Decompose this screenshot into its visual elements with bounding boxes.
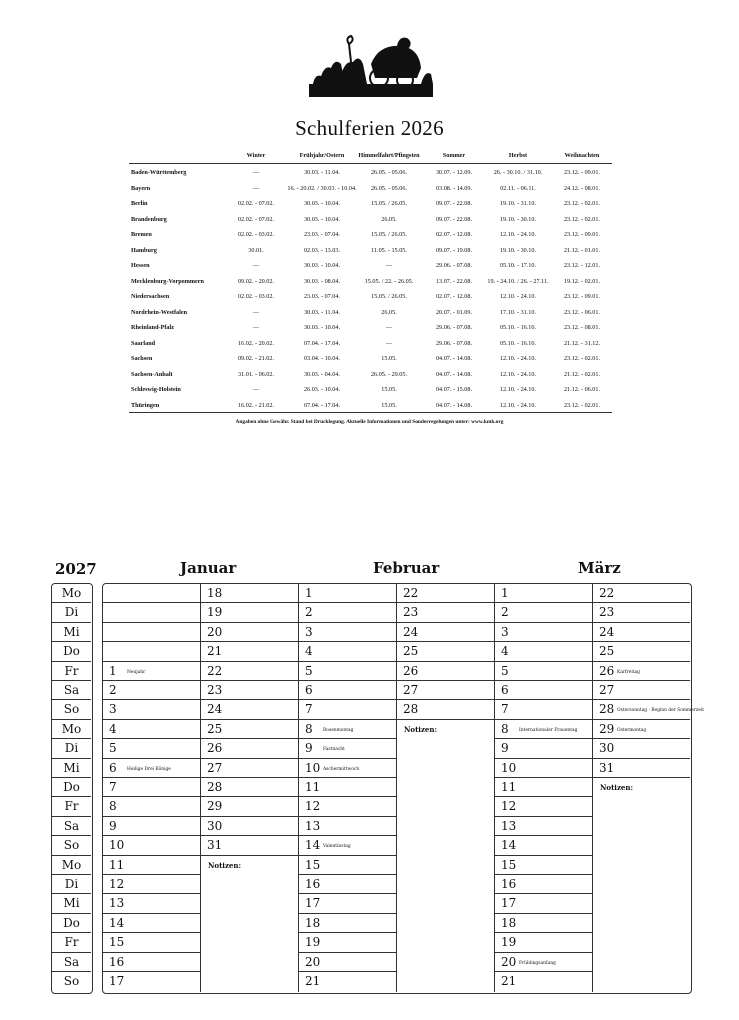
day-number: 10	[501, 760, 517, 775]
table-row: Berlin 02.02. - 07.02. 30.03. - 10.04. 15.05. / 26.05. 09.07. - 22.08. 19.10. - 31.10. 23.12. - 02.01.	[129, 198, 612, 210]
notes-area[interactable]	[201, 872, 298, 992]
day-number: 5	[501, 663, 509, 678]
holiday-note: Internationaler Frauentag	[519, 727, 578, 733]
table-row: Bayern — 16. - 20.02. / 30.03. - 10.04. 26.05. - 05.06. 03.08. - 14.09. 02.11. - 06.11. 24.12. - 08.01.	[129, 183, 612, 195]
day-cell[interactable]	[397, 623, 494, 642]
day-number: 15	[109, 935, 125, 950]
table-row: Saarland 16.02. - 20.02. 07.04. - 17.04. — 29.06. - 07.08. 05.10. - 16.10. 21.12. - 31.12.	[129, 338, 612, 350]
day-number: 3	[305, 624, 313, 639]
day-cell[interactable]	[201, 603, 298, 622]
weekday-label: So	[52, 700, 91, 719]
table-row: Nordrhein-Westfalen — 30.03. - 11.04. 26.05. 20.07. - 01.09. 17.10. - 31.10. 23.12. - 06.01.	[129, 307, 612, 319]
day-number: 26	[207, 741, 223, 756]
day-cell[interactable]	[103, 894, 200, 913]
day-cell[interactable]	[495, 778, 592, 797]
day-number: 25	[207, 721, 223, 736]
day-cell[interactable]	[201, 623, 298, 642]
month-label-march: März	[578, 559, 621, 577]
day-number: 2	[109, 683, 117, 697]
table-row: Baden-Württemberg — 30.03. - 11.04. 26.05. - 05.06. 30.07. - 12.09. 26. - 30.10. / 31.10. 23.12. - 09.01.	[129, 167, 612, 179]
day-cell[interactable]	[201, 720, 298, 739]
day-number: 18	[305, 915, 321, 930]
day-cell[interactable]	[201, 739, 298, 758]
day-number: 8	[305, 721, 313, 736]
day-cell[interactable]	[299, 778, 396, 797]
day-cell[interactable]	[495, 603, 592, 622]
day-number: 24	[599, 624, 615, 639]
day-cell[interactable]	[103, 700, 200, 719]
day-number: 24	[403, 624, 419, 639]
day-number: 25	[403, 644, 419, 659]
holiday-note: Ostersonntag · Beginn der Sommerzeit	[617, 708, 704, 714]
day-number: 2	[305, 605, 313, 620]
weekday-label: Sa	[52, 681, 91, 700]
day-cell[interactable]	[201, 584, 298, 603]
day-cell[interactable]	[299, 759, 396, 778]
day-number: 1	[501, 586, 509, 600]
day-number: 11	[501, 780, 517, 794]
day-cell[interactable]	[495, 914, 592, 933]
day-cell[interactable]	[299, 739, 396, 758]
day-number: 12	[109, 877, 125, 891]
day-number: 6	[305, 683, 313, 697]
weekday-label: Di	[52, 875, 91, 894]
day-number: 15	[501, 857, 517, 872]
notes-label: Notizen:	[208, 860, 242, 870]
page-title: Schulferien 2026	[295, 116, 444, 140]
day-number: 25	[599, 644, 615, 659]
day-cell[interactable]	[299, 933, 396, 952]
day-cell[interactable]	[201, 836, 298, 855]
day-number: 27	[403, 683, 419, 697]
table-row: Brandenburg 02.02. - 07.02. 30.03. - 10.04. 26.05. 09.07. - 22.08. 19.10. - 30.10. 23.12. - 02.01.	[129, 214, 612, 226]
day-cell[interactable]	[495, 797, 592, 816]
day-cell[interactable]	[201, 778, 298, 797]
day-cell[interactable]	[299, 894, 396, 913]
day-cell[interactable]	[299, 700, 396, 719]
calendar-year: 2027	[55, 560, 97, 578]
weekday-label: Mi	[52, 759, 91, 778]
day-cell[interactable]	[593, 700, 704, 719]
table-row: Mecklenburg-Vorpommern 09.02. - 20.02. 30.03. - 08.04. 15.05. / 22. - 26.05. 13.07. - 22.08. 19. - 24.10. / 26. - 27.11. 19.12. - 02.01.	[129, 276, 612, 288]
day-cell[interactable]	[495, 875, 592, 894]
empty-day-cell[interactable]	[103, 584, 200, 603]
day-cell[interactable]	[103, 933, 200, 952]
day-number: 26	[403, 663, 419, 678]
day-cell[interactable]	[593, 759, 690, 778]
day-cell[interactable]	[299, 720, 396, 739]
day-cell[interactable]	[495, 894, 592, 913]
state-name: Bayern	[131, 184, 151, 192]
day-number: 16	[305, 877, 321, 891]
day-number: 14	[109, 915, 125, 930]
state-name: Brandenburg	[131, 215, 167, 223]
day-number: 22	[403, 586, 419, 600]
holiday-note: Neujahr	[127, 669, 146, 675]
day-number: 5	[109, 741, 117, 756]
day-number: 3	[501, 624, 509, 639]
table-header-row: Winter Frühjahr/Ostern Himmelfahrt/Pfingsten Sommer Herbst Weihnachten	[246, 152, 600, 159]
weekday-label: Mi	[52, 894, 91, 913]
day-cell[interactable]	[103, 739, 200, 758]
day-cell[interactable]	[495, 720, 592, 739]
state-name: Sachsen	[131, 355, 153, 362]
day-number: 23	[403, 605, 419, 620]
table-bottom-rule	[129, 412, 612, 413]
day-cell[interactable]	[495, 739, 592, 758]
day-cell[interactable]	[299, 836, 396, 855]
day-cell[interactable]	[103, 953, 200, 972]
day-number: 12	[305, 799, 321, 814]
day-cell[interactable]	[299, 856, 396, 875]
day-cell[interactable]	[593, 642, 690, 661]
state-name: Berlin	[131, 200, 148, 207]
day-cell[interactable]	[201, 759, 298, 778]
month-label-february: Februar	[373, 559, 440, 577]
day-number: 6	[109, 760, 117, 775]
weekday-label: Do	[52, 914, 91, 933]
day-number: 4	[501, 644, 509, 659]
day-cell[interactable]	[299, 797, 396, 816]
day-number: 17	[305, 896, 321, 911]
day-number: 15	[305, 857, 321, 872]
day-cell[interactable]	[495, 933, 592, 952]
weekday-label: Mo	[52, 720, 91, 739]
day-cell[interactable]	[397, 642, 494, 661]
day-cell[interactable]	[103, 681, 200, 700]
day-cell[interactable]	[397, 700, 494, 719]
day-number: 14	[501, 838, 517, 853]
weekday-label: Do	[52, 642, 91, 661]
day-cell[interactable]	[103, 817, 200, 836]
holiday-note: Fastnacht	[323, 747, 345, 753]
day-number: 7	[109, 780, 117, 794]
day-cell[interactable]	[103, 759, 200, 778]
holiday-note: Karfreitag	[617, 669, 640, 675]
day-cell[interactable]	[201, 817, 298, 836]
day-number: 5	[305, 663, 313, 678]
day-cell[interactable]	[201, 642, 298, 661]
day-number: 10	[305, 760, 321, 775]
month-label-january: Januar	[180, 559, 237, 577]
day-number: 18	[501, 915, 517, 930]
weekday-label: Mo	[52, 856, 91, 875]
day-number: 20	[501, 954, 517, 969]
holiday-note: Ostermontag	[617, 727, 647, 733]
empty-day-cell[interactable]	[103, 642, 200, 661]
day-number: 8	[109, 799, 117, 814]
weekday-label: So	[52, 836, 91, 855]
day-number: 9	[109, 818, 117, 833]
day-number: 29	[599, 721, 615, 736]
day-cell[interactable]	[495, 836, 592, 855]
state-name: Saarland	[131, 339, 156, 347]
day-cell[interactable]	[299, 662, 396, 681]
day-cell[interactable]	[103, 875, 200, 894]
day-cell[interactable]	[201, 797, 298, 816]
day-cell[interactable]	[593, 603, 690, 622]
state-name: Hessen	[131, 262, 150, 269]
weekday-label: Di	[52, 603, 91, 622]
day-cell[interactable]	[299, 642, 396, 661]
notes-area[interactable]	[397, 736, 494, 992]
day-cell[interactable]	[201, 700, 298, 719]
weekday-label: So	[63, 974, 80, 988]
day-number: 28	[599, 702, 615, 717]
day-number: 23	[207, 683, 223, 697]
day-cell[interactable]	[495, 817, 592, 836]
day-number: 20	[207, 624, 223, 639]
day-cell[interactable]	[103, 856, 200, 875]
holiday-note: Heilige Drei Könige	[127, 766, 171, 772]
day-cell[interactable]	[397, 681, 494, 700]
table-row: Sachsen 09.02. - 21.02. 03.04. - 10.04. 15.05. 04.07. - 14.08. 12.10. - 24.10. 23.12. - 02.01.	[129, 353, 612, 365]
day-number: 1	[305, 586, 313, 600]
day-number: 19	[501, 935, 517, 950]
day-cell[interactable]	[299, 914, 396, 933]
day-cell[interactable]	[103, 662, 200, 681]
day-number: 21	[305, 974, 321, 988]
day-cell[interactable]	[103, 972, 200, 991]
weekday-label: Fr	[52, 933, 91, 952]
day-cell[interactable]	[495, 972, 592, 991]
day-number: 23	[599, 605, 615, 620]
state-name: Mecklenburg-Vorpommern	[131, 277, 204, 285]
day-number: 13	[109, 896, 125, 911]
day-number: 1	[109, 663, 117, 678]
day-cell[interactable]	[593, 681, 690, 700]
disclaimer-footnote: Angaben ohne Gewähr. Stand bei Drucklegung. Aktuelle Informationen und Sonderregelungen unter: www.kmk.org	[235, 419, 504, 425]
day-cell[interactable]	[495, 623, 592, 642]
day-number: 7	[305, 702, 313, 717]
weekday-label: Sa	[52, 953, 91, 972]
day-number: 3	[109, 702, 117, 717]
day-cell[interactable]	[299, 817, 396, 836]
day-cell[interactable]	[593, 662, 690, 681]
weekday-label: Mi	[52, 623, 91, 642]
day-number: 30	[599, 741, 615, 756]
day-cell[interactable]	[495, 759, 592, 778]
day-cell[interactable]	[495, 642, 592, 661]
day-number: 6	[501, 683, 509, 697]
weekday-label: Sa	[52, 817, 91, 836]
day-cell[interactable]	[495, 856, 592, 875]
day-number: 26	[599, 663, 615, 678]
day-number: 19	[207, 605, 223, 620]
day-cell[interactable]	[201, 681, 298, 700]
day-number: 21	[207, 644, 223, 659]
day-cell[interactable]	[397, 662, 494, 681]
day-cell[interactable]	[397, 603, 494, 622]
weekday-label: Fr	[52, 662, 91, 681]
day-number: 12	[501, 799, 517, 814]
state-name: Thüringen	[131, 401, 160, 409]
day-cell[interactable]	[103, 836, 200, 855]
day-number: 21	[501, 974, 517, 988]
day-cell[interactable]	[495, 953, 592, 972]
day-number: 27	[207, 760, 223, 775]
day-number: 13	[501, 818, 517, 833]
day-cell[interactable]	[593, 739, 690, 758]
table-header-rule	[129, 163, 612, 164]
table-row: Hessen — 30.03. - 10.04. — 29.06. - 07.08. 05.10. - 17.10. 23.12. - 12.01.	[129, 260, 612, 272]
holiday-note: Frühlingsanfang	[519, 960, 556, 966]
day-number: 27	[599, 683, 615, 697]
day-cell[interactable]	[495, 662, 592, 681]
day-number: 10	[109, 838, 125, 853]
table-row: Niedersachsen 02.02. - 03.02. 23.03. - 07.04. 15.05. / 26.05. 02.07. - 12.08. 12.10. - 24.10. 23.12. - 09.01.	[129, 291, 612, 303]
day-number: 22	[207, 663, 223, 678]
day-number: 17	[109, 974, 125, 988]
day-cell[interactable]	[495, 700, 592, 719]
table-row: Thüringen 16.02. - 21.02. 07.04. - 17.04. 15.05. 04.07. - 14.08. 12.10. - 24.10. 23.12. - 02.01.	[129, 400, 612, 412]
holiday-note: Valentinstag	[323, 844, 351, 850]
day-number: 24	[207, 702, 223, 717]
day-number: 22	[599, 586, 615, 600]
day-cell[interactable]	[495, 584, 592, 603]
day-cell[interactable]	[103, 720, 200, 739]
day-number: 29	[207, 799, 223, 814]
day-number: 11	[305, 780, 321, 794]
state-name: Hamburg	[131, 246, 157, 254]
day-number: 31	[207, 838, 223, 853]
empty-day-cell[interactable]	[103, 623, 200, 642]
day-cell[interactable]	[299, 623, 396, 642]
day-cell[interactable]	[593, 720, 690, 739]
day-number: 20	[305, 954, 321, 969]
day-number: 9	[501, 741, 509, 756]
weekday-label: Do	[52, 778, 91, 797]
state-name: Schleswig-Holstein	[131, 386, 181, 393]
day-cell[interactable]	[397, 584, 494, 603]
notes-label: Notizen:	[404, 724, 438, 734]
day-number: 11	[109, 857, 125, 872]
day-number: 14	[305, 838, 321, 853]
state-name: Rheinland-Pfalz	[131, 324, 174, 331]
day-number: 4	[305, 644, 313, 659]
day-number: 13	[305, 818, 321, 833]
day-cell[interactable]	[593, 584, 690, 603]
state-name: Baden-Württemberg	[131, 169, 187, 176]
state-name: Niedersachsen	[131, 293, 170, 300]
day-number: 8	[501, 721, 509, 736]
day-cell[interactable]	[103, 778, 200, 797]
notes-area[interactable]	[593, 794, 690, 992]
silhouette-carriage-logo	[309, 34, 433, 98]
day-number: 7	[501, 702, 509, 717]
day-cell[interactable]	[299, 584, 396, 603]
day-number: 30	[207, 818, 223, 833]
day-cell[interactable]	[299, 681, 396, 700]
day-cell[interactable]	[103, 797, 200, 816]
empty-day-cell[interactable]	[103, 603, 200, 622]
holiday-note: Aschermittwoch	[323, 766, 360, 772]
day-cell[interactable]	[495, 681, 592, 700]
table-row: Hamburg 30.01. 02.03. - 13.03. 11.05. - 15.05. 09.07. - 19.08. 19.10. - 30.10. 21.12. - 01.01.	[129, 245, 612, 257]
notes-label: Notizen:	[600, 783, 634, 792]
day-cell[interactable]	[299, 972, 396, 991]
state-name: Sachsen-Anhalt	[131, 370, 173, 378]
day-cell[interactable]	[299, 953, 396, 972]
day-cell[interactable]	[103, 914, 200, 933]
day-number: 19	[305, 935, 321, 950]
table-row: Rheinland-Pfalz — 30.03. - 10.04. — 29.06. - 07.08. 05.10. - 16.10. 23.12. - 08.01.	[129, 322, 612, 334]
weekday-label: Di	[52, 739, 91, 758]
weekday-label: Fr	[52, 797, 91, 816]
day-cell[interactable]	[201, 662, 298, 681]
day-number: 18	[207, 586, 223, 600]
day-number: 16	[501, 877, 517, 891]
day-number: 28	[207, 780, 223, 794]
day-number: 2	[501, 605, 509, 620]
state-name: Nordrhein-Westfalen	[131, 308, 188, 316]
day-number: 4	[109, 721, 117, 736]
day-cell[interactable]	[299, 603, 396, 622]
state-name: Bremen	[131, 231, 152, 238]
day-cell[interactable]	[593, 623, 690, 642]
day-number: 17	[501, 896, 517, 911]
day-number: 9	[305, 741, 313, 756]
day-number: 28	[403, 702, 419, 717]
table-row: Bremen 02.02. - 03.02. 23.03. - 07.04. 15.05. / 26.05. 02.07. - 12.08. 12.10. - 24.10. 23.12. - 09.01.	[129, 229, 612, 241]
day-cell[interactable]	[299, 875, 396, 894]
table-row: Sachsen-Anhalt 31.01. - 06.02. 30.03. - 04.04. 26.05. - 29.05. 04.07. - 14.08. 12.10. - 24.10. 21.12. - 02.01.	[129, 369, 612, 381]
table-row: Schleswig-Holstein — 26.03. - 10.04. 15.05. 04.07. - 15.08. 12.10. - 24.10. 21.12. - 06.01.	[129, 384, 612, 396]
weekday-label: Mo	[52, 584, 91, 603]
day-number: 31	[599, 760, 615, 775]
day-number: 16	[109, 954, 125, 969]
holiday-note: Rosenmontag	[323, 727, 354, 733]
